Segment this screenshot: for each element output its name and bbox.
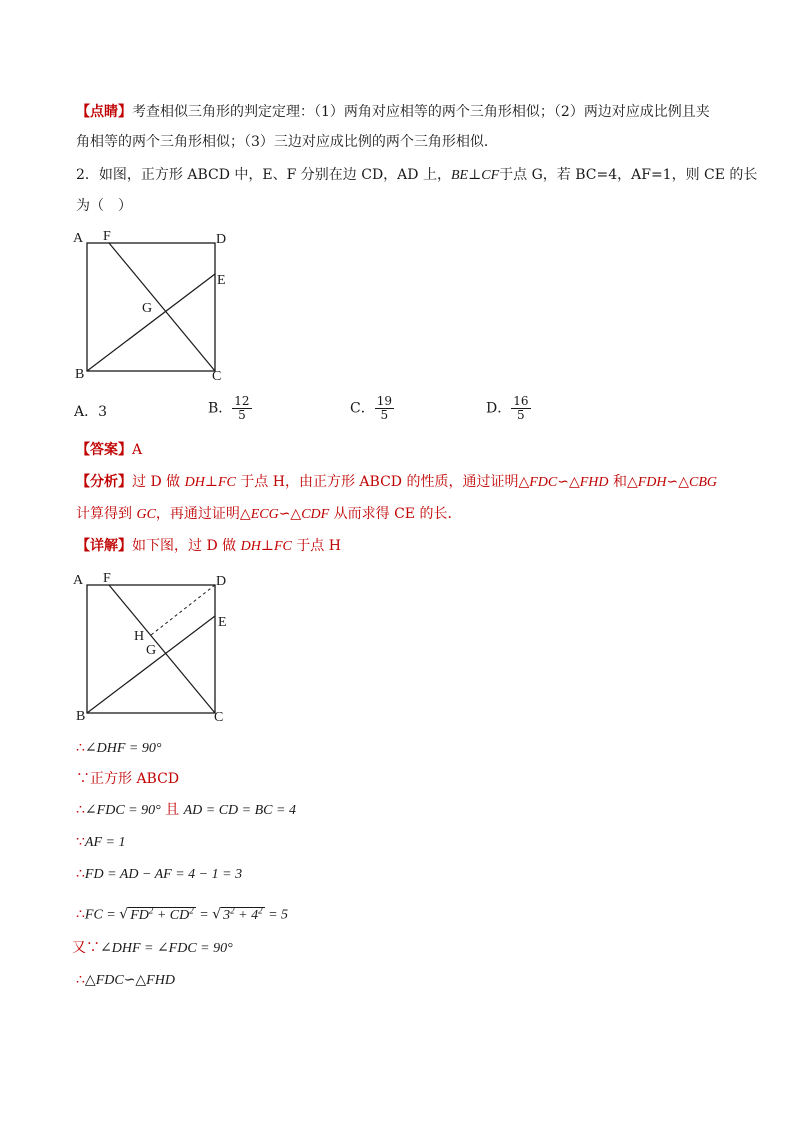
step-1-symbol: ∴ xyxy=(76,740,85,756)
step-6-result: = 5 xyxy=(264,907,289,923)
analysis-text-7: ，再通过证明△ xyxy=(155,506,251,522)
label-f-2: F xyxy=(103,571,111,586)
option-b-fraction xyxy=(232,395,251,422)
step-8 xyxy=(76,970,175,991)
label-f: F xyxy=(103,229,111,244)
segment-fc xyxy=(109,243,215,371)
step-7-prefix: 又∵ xyxy=(72,940,100,956)
label-c: C xyxy=(212,369,222,384)
segment-fc-2 xyxy=(109,585,215,713)
option-b-label: B． xyxy=(208,400,233,417)
analysis-math-fdc: FDC xyxy=(529,475,558,490)
answer-value: A xyxy=(132,442,143,458)
analysis-text-1: 过 D 做 xyxy=(132,474,185,490)
analysis-tag: 【分析】 xyxy=(76,474,132,490)
option-d-denominator: 5 xyxy=(517,408,525,422)
step-6-radical-2 xyxy=(221,907,264,923)
step-8-math: △FDC∽△FHD xyxy=(84,973,175,988)
option-a-label: A． xyxy=(74,404,99,420)
figure-2-square xyxy=(70,568,240,726)
option-c[interactable] xyxy=(350,395,394,422)
segment-be xyxy=(87,274,215,371)
detail-text-1: 如下图，过 D 做 xyxy=(132,538,241,554)
segment-dh-dashed xyxy=(151,585,215,635)
answer-tag: 【答案】 xyxy=(76,442,132,458)
analysis-math-ecg: ECG xyxy=(250,507,279,522)
step-2-text: 正方形 ABCD xyxy=(90,771,180,787)
step-6-exp-4: 2 xyxy=(258,905,263,915)
option-a[interactable] xyxy=(74,402,107,422)
label-d: D xyxy=(216,232,227,247)
step-6-three: 3 xyxy=(223,907,231,923)
analysis-math-gc: GC xyxy=(136,507,156,522)
step-5 xyxy=(76,864,242,885)
option-b-numerator: 12 xyxy=(234,394,250,408)
option-c-denominator: 5 xyxy=(380,408,389,422)
option-c-numerator: 19 xyxy=(376,394,392,408)
analysis-math-dh-perp-fc: DH⊥FC xyxy=(184,475,236,490)
analysis-text-9: 从而求得 CE 的长． xyxy=(329,506,462,522)
detail-text-2: 于点 H xyxy=(291,538,341,554)
step-6-four: + 4 xyxy=(234,907,259,923)
label-a-2: A xyxy=(73,573,84,588)
step-8-symbol: ∴ xyxy=(76,972,85,988)
analysis-math-fhd: FHD xyxy=(579,475,609,490)
option-d[interactable] xyxy=(486,395,531,422)
detail-tag: 【详解】 xyxy=(76,538,132,554)
step-6-cd: + CD xyxy=(153,907,190,923)
question-line-1 xyxy=(76,165,757,186)
detail-line xyxy=(76,536,341,557)
step-6-exp-3: 2 xyxy=(230,905,235,915)
label-g: G xyxy=(142,301,153,316)
step-7 xyxy=(72,938,233,959)
option-a-value: 3 xyxy=(98,404,108,420)
option-d-fraction xyxy=(511,395,530,422)
question-text-a: 2．如图，正方形 ABCD 中，E、F 分别在边 CD，AD 上， xyxy=(76,167,451,183)
question-line-2: 为（ ） xyxy=(76,198,132,214)
step-6-exp-2: 2 xyxy=(189,905,194,915)
dianjing-tag: 【点睛】 xyxy=(76,104,132,120)
step-2-symbol: ∵ xyxy=(76,771,90,787)
step-6-exp-1: 2 xyxy=(148,905,154,915)
step-6-radical-1 xyxy=(128,907,196,923)
option-d-numerator: 16 xyxy=(513,394,529,408)
analysis-text-3: ∽△ xyxy=(557,474,580,490)
question-text-b: 于点 G，若 BC=4，AF=1，则 CE 的长 xyxy=(499,167,758,183)
analysis-math-cdf: CDF xyxy=(301,507,330,522)
analysis-line-2 xyxy=(76,504,461,525)
step-5-symbol: ∴ xyxy=(76,866,85,882)
option-b[interactable] xyxy=(208,395,252,422)
analysis-math-fdh: FDH xyxy=(637,475,667,490)
dianjing-line-1 xyxy=(76,102,710,122)
label-c-2: C xyxy=(214,710,224,725)
dianjing-line-2: 角相等的两个三角形相似；（3）三边对应成比例的两个三角形相似． xyxy=(76,134,498,150)
step-2 xyxy=(76,769,179,789)
label-a: A xyxy=(73,231,84,246)
step-4-math: AF = 1 xyxy=(84,835,126,850)
step-3 xyxy=(76,800,296,821)
step-4-symbol: ∵ xyxy=(76,834,85,850)
analysis-line-1 xyxy=(76,472,717,493)
question-math-be-perp-cf: BE⊥CF xyxy=(450,168,500,183)
step-6-symbol: ∴ xyxy=(76,906,85,923)
step-6-math-a: FC = xyxy=(84,907,120,923)
step-3-math-b: AD = CD = BC = 4 xyxy=(183,803,296,818)
label-b-2: B xyxy=(76,709,86,724)
label-g-2: G xyxy=(146,643,157,658)
figure-1-square xyxy=(70,226,240,384)
label-d-2: D xyxy=(216,574,227,589)
step-6-fd: FD xyxy=(130,907,149,923)
answer-line xyxy=(76,440,142,460)
analysis-text-6: 计算得到 xyxy=(76,506,137,522)
label-b: B xyxy=(75,367,85,382)
segment-be-2 xyxy=(87,616,215,713)
step-7-math: ∠DHF = ∠FDC = 90° xyxy=(100,941,233,956)
label-e: E xyxy=(217,273,226,288)
step-1 xyxy=(76,738,161,759)
analysis-text-8: ∽△ xyxy=(278,506,302,522)
analysis-text-5: ∽△ xyxy=(666,474,690,490)
option-b-denominator: 5 xyxy=(238,408,246,422)
analysis-text-2: 于点 H，由正方形 ABCD 的性质，通过证明△ xyxy=(235,474,530,490)
label-h-2: H xyxy=(134,629,145,644)
label-e-2: E xyxy=(218,615,227,630)
step-6-equals: = xyxy=(195,907,213,923)
option-c-fraction xyxy=(375,395,394,422)
dianjing-text-1: 考查相似三角形的判定定理：（1）两角对应相等的两个三角形相似；（2）两边对应成比例且夹 xyxy=(132,104,710,120)
detail-math-dh-perp-fc: DH⊥FC xyxy=(240,539,292,554)
analysis-math-cbg: CBG xyxy=(689,475,718,490)
step-1-math: ∠DHF = 90° xyxy=(84,741,162,756)
option-c-label: C． xyxy=(350,400,375,417)
step-3-math-a: ∠FDC = 90° xyxy=(84,803,161,818)
step-3-and: 且 xyxy=(165,802,180,818)
step-3-symbol: ∴ xyxy=(76,802,85,818)
step-4 xyxy=(76,832,125,853)
step-5-math: FD = AD − AF = 4 − 1 = 3 xyxy=(84,867,243,882)
analysis-text-4: 和△ xyxy=(608,474,638,490)
step-6: ∴FC = √ $FD^2 + CD^2$ = √ $3^2 + 4^2 = 5$ xyxy=(76,905,289,923)
option-d-label: D． xyxy=(486,400,512,417)
